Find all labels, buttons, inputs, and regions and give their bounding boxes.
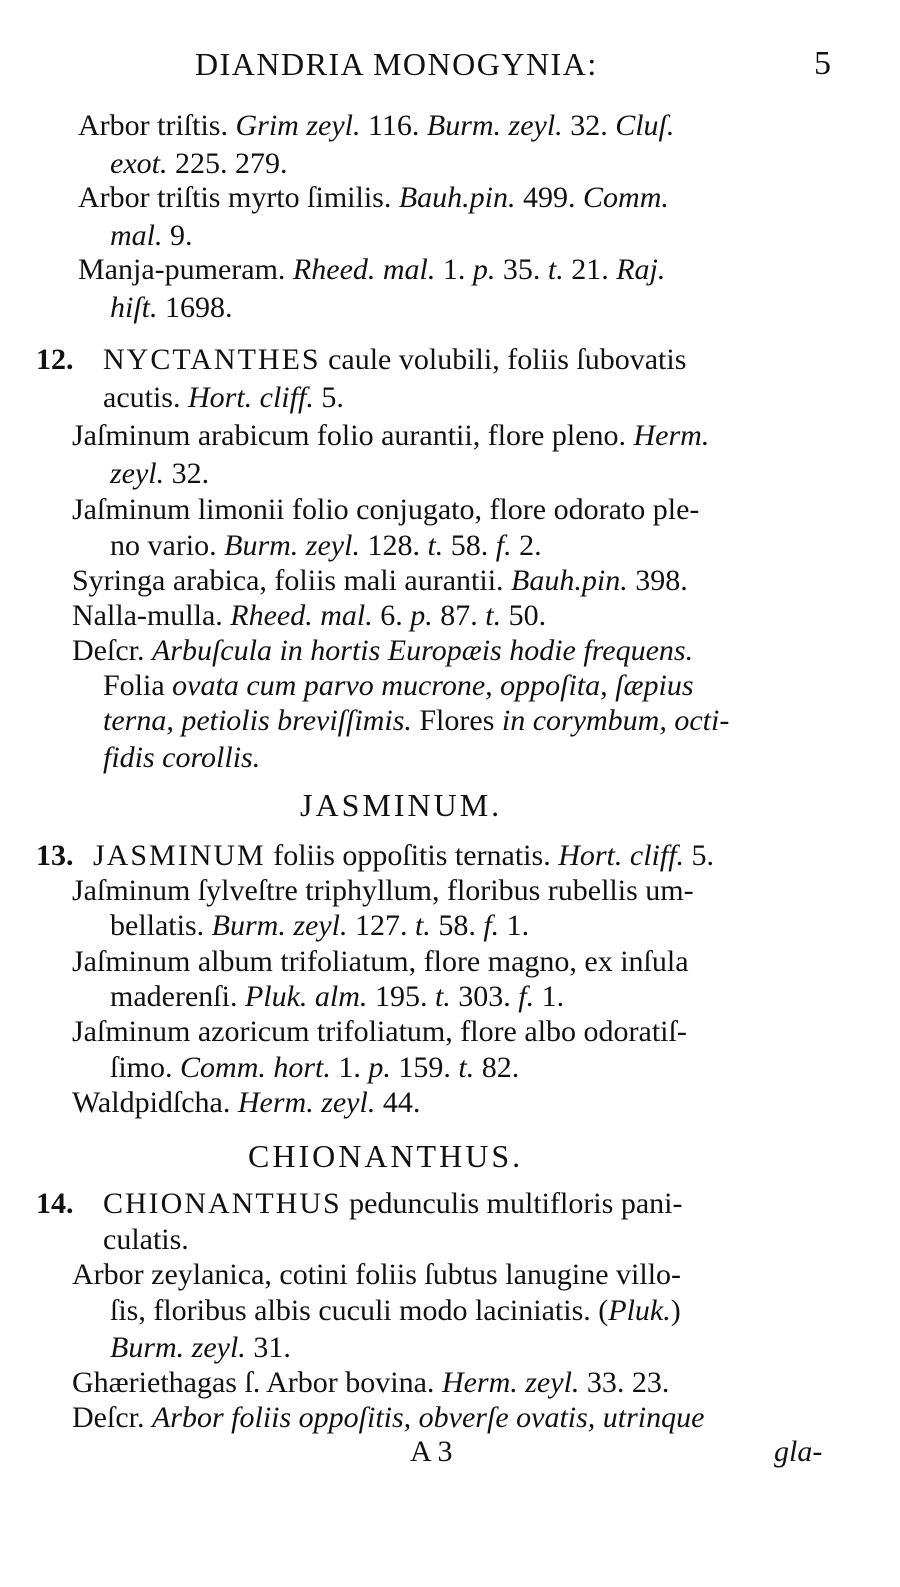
- text-segment: pedunculis multifloris pani-: [341, 1187, 683, 1220]
- text-segment: bellatis.: [110, 909, 212, 942]
- text-segment: NYCTANTHES: [103, 343, 321, 376]
- italic-segment: p.: [410, 599, 433, 632]
- text-segment: Folia: [103, 669, 173, 702]
- text-line: [103, 703, 729, 739]
- text-line: [72, 873, 694, 909]
- italic-segment: f.: [518, 980, 535, 1013]
- text-segment: Nalla-mulla.: [72, 599, 231, 632]
- italic-segment: ovata cum parvo mucrone, oppoſita, ſæpius: [172, 669, 694, 702]
- species-number: 13.: [36, 839, 74, 872]
- italic-segment: f.: [483, 909, 500, 942]
- italic-segment: Hort. cliff.: [558, 839, 685, 872]
- text-line: [72, 633, 693, 669]
- text-segment: 50.: [501, 599, 547, 632]
- text-segment: 116.: [360, 109, 427, 142]
- text-segment: ſis, floribus albis cuculi modo laciniatis. (: [110, 1294, 609, 1327]
- text-segment: Jaſminum arabicum folio aurantii, flore pleno.: [72, 419, 634, 452]
- text-line: [110, 1050, 519, 1086]
- text-line: [72, 1014, 687, 1050]
- text-segment: 5.: [313, 381, 344, 414]
- text-line: [72, 1365, 669, 1401]
- italic-segment: Cluſ.: [615, 109, 675, 142]
- text-segment: 6.: [372, 599, 411, 632]
- page-number: 5: [814, 45, 831, 82]
- text-segment: Jaſminum limonii folio conjugato, flore odorato ple-: [72, 493, 700, 526]
- text-line: [78, 252, 665, 288]
- italic-segment: fidis corollis.: [103, 741, 261, 774]
- italic-segment: t.: [427, 529, 444, 562]
- text-segment: ſimo.: [110, 1051, 181, 1084]
- text-line: [72, 492, 699, 528]
- text-segment: 9.: [162, 219, 193, 252]
- text-line: [72, 563, 688, 599]
- text-line: [103, 1186, 682, 1222]
- text-line: [103, 1222, 189, 1258]
- section-heading: [300, 787, 502, 823]
- text-segment: JASMINUM.: [300, 787, 503, 823]
- text-line: [110, 218, 193, 254]
- text-segment: 1.: [435, 253, 473, 286]
- text-line: [110, 908, 529, 944]
- italic-segment: Comm.: [583, 181, 669, 214]
- text-line: [110, 456, 209, 492]
- italic-segment: Burm. zeyl.: [211, 909, 348, 942]
- text-segment: maderenſi.: [110, 980, 245, 1013]
- text-line: [110, 1293, 681, 1329]
- text-line: [110, 979, 564, 1015]
- italic-segment: exot.: [110, 147, 168, 180]
- text-segment: 32.: [164, 457, 210, 490]
- text-line: [103, 380, 344, 416]
- text-segment: Flores: [411, 704, 502, 737]
- italic-segment: Arbor foliis oppoſitis, obverſe ovatis, utrinque: [151, 1401, 705, 1434]
- italic-segment: Herm. zeyl.: [441, 1366, 580, 1399]
- italic-segment: mal.: [110, 219, 163, 252]
- text-segment: Arbor triſtis.: [78, 109, 236, 142]
- text-segment: foliis oppoſitis ternatis.: [265, 839, 559, 872]
- text-segment: no vario.: [110, 529, 225, 562]
- text-line: [93, 838, 714, 874]
- text-segment: Syringa arabica, foliis mali aurantii.: [72, 564, 512, 597]
- text-segment: acutis.: [103, 381, 188, 414]
- text-segment: 1.: [499, 909, 530, 942]
- text-segment: 499.: [515, 181, 584, 214]
- text-line: [103, 668, 694, 704]
- italic-segment: Grim zeyl.: [235, 109, 361, 142]
- text-line: [72, 1257, 681, 1293]
- text-segment: Deſcr.: [72, 1401, 152, 1434]
- italic-segment: t.: [434, 980, 451, 1013]
- text-segment: Ghæriethagas ſ. Arbor bovina.: [72, 1366, 442, 1399]
- text-line: [103, 342, 686, 378]
- italic-segment: Rheed. mal.: [230, 599, 373, 632]
- text-segment: 87.: [432, 599, 486, 632]
- italic-segment: Burm. zeyl.: [110, 1331, 246, 1364]
- text-line: [110, 528, 542, 564]
- text-segment: Jaſminum album trifoliatum, flore magno, ex inſula: [72, 945, 689, 978]
- text-segment: Manja-pumeram.: [78, 253, 293, 286]
- italic-segment: t.: [414, 909, 431, 942]
- italic-segment: Raj.: [616, 253, 666, 286]
- text-line: [103, 740, 260, 776]
- text-segment: 5.: [684, 839, 715, 872]
- text-segment: 1.: [534, 980, 565, 1013]
- text-segment: 127.: [347, 909, 415, 942]
- italic-segment: Comm. hort.: [180, 1051, 331, 1084]
- text-line: [110, 146, 287, 182]
- text-segment: JASMINUM: [93, 839, 266, 872]
- text-segment: 303.: [450, 980, 519, 1013]
- italic-segment: Burm. zeyl.: [224, 529, 360, 562]
- text-segment: 21.: [563, 253, 617, 286]
- text-segment: 225. 279.: [167, 147, 288, 180]
- text-line: [110, 1330, 291, 1366]
- italic-segment: p.: [368, 1051, 391, 1084]
- italic-segment: Herm.: [633, 419, 710, 452]
- text-segment: 32.: [562, 109, 616, 142]
- text-segment: 2.: [511, 529, 542, 562]
- text-segment: culatis.: [103, 1223, 189, 1256]
- text-line: [78, 180, 669, 216]
- text-line: [72, 1400, 704, 1436]
- text-segment: Waldpidſcha.: [72, 1086, 238, 1119]
- species-number: 14.: [36, 1187, 74, 1220]
- catchword: gla-: [774, 1435, 823, 1468]
- italic-segment: Bauh.pin.: [511, 564, 628, 597]
- text-line: [72, 418, 709, 454]
- text-line: [72, 944, 689, 980]
- text-segment: 1698.: [157, 291, 233, 324]
- text-segment: 35.: [495, 253, 548, 286]
- text-segment: 195.: [367, 980, 435, 1013]
- text-segment: 1.: [330, 1051, 369, 1084]
- italic-segment: f.: [495, 529, 512, 562]
- italic-segment: t.: [458, 1051, 475, 1084]
- text-segment: 398.: [627, 564, 688, 597]
- text-segment: Arbor zeylanica, cotini foliis ſubtus lanugine villo-: [72, 1258, 682, 1291]
- italic-segment: Burm. zeyl.: [426, 109, 563, 142]
- text-line: [72, 598, 546, 634]
- signature-mark: A 3: [410, 1435, 453, 1468]
- text-segment: 128.: [359, 529, 428, 562]
- italic-segment: Rheed. mal.: [292, 253, 436, 286]
- italic-segment: Arbuſcula in hortis Europæis hodie frequens.: [151, 634, 694, 667]
- text-segment: CHIONANTHUS: [103, 1187, 342, 1220]
- italic-segment: Pluk.: [608, 1294, 671, 1327]
- text-segment: caule volubili, foliis ſubovatis: [320, 343, 687, 376]
- italic-segment: hiſt.: [110, 291, 158, 324]
- running-title: DIANDRIA MONOGYNIA:: [195, 46, 598, 82]
- text-segment: 58.: [430, 909, 484, 942]
- italic-segment: zeyl.: [110, 457, 165, 490]
- text-segment: 82.: [474, 1051, 520, 1084]
- text-segment: Deſcr.: [72, 634, 152, 667]
- italic-segment: t.: [547, 253, 564, 286]
- text-line: [110, 290, 233, 326]
- text-line: [72, 1085, 420, 1121]
- text-segment: Jaſminum ſylveſtre triphyllum, floribus rubellis um-: [72, 874, 694, 907]
- italic-segment: Bauh.pin.: [398, 181, 516, 214]
- text-segment: Jaſminum azoricum trifoliatum, flore albo odoratiſ-: [72, 1015, 687, 1048]
- text-segment: 58.: [443, 529, 496, 562]
- section-heading: [248, 1138, 523, 1174]
- text-segment: Arbor triſtis myrto ſimilis.: [78, 181, 399, 214]
- species-number: 12.: [36, 343, 74, 376]
- text-segment: 44.: [375, 1086, 421, 1119]
- italic-segment: t.: [485, 599, 502, 632]
- italic-segment: Hort. cliff.: [187, 381, 314, 414]
- italic-segment: terna, petiolis breviſſimis.: [103, 704, 412, 737]
- italic-segment: Herm. zeyl.: [237, 1086, 376, 1119]
- text-segment: CHIONANTHUS.: [248, 1138, 524, 1174]
- text-line: [78, 108, 674, 144]
- text-segment: 159.: [390, 1051, 459, 1084]
- italic-segment: Pluk. alm.: [244, 980, 368, 1013]
- text-segment: 33. 23.: [579, 1366, 670, 1399]
- text-segment: ): [670, 1294, 681, 1327]
- italic-segment: p.: [472, 253, 496, 286]
- italic-segment: in corymbum, octi-: [501, 704, 730, 737]
- text-segment: 31.: [245, 1331, 291, 1364]
